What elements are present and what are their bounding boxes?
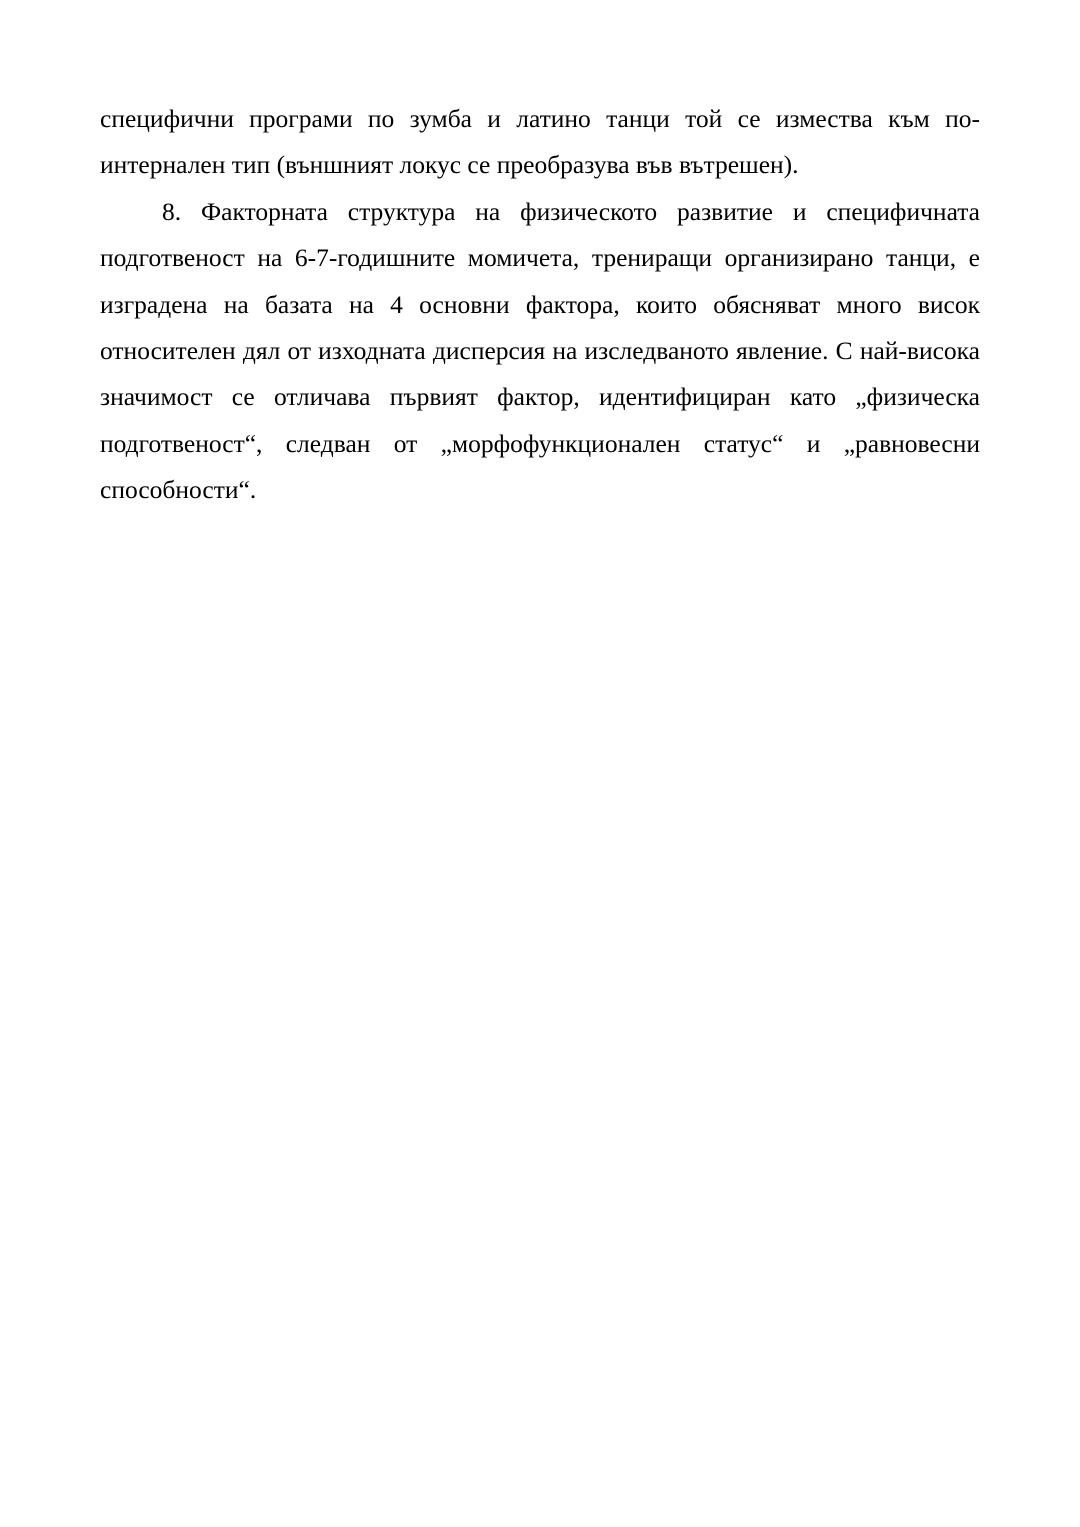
paragraph-item-8: 8. Факторната структура на физическото развитие и специфичната подготвеност на 6-7-годишните момичета, трениращи организирано танци, е изградена на базата на 4 основни фактора, които обясняват много висок относителен дял от изходната дисперсия на изследваното явление. С най-висока значимост се отличава първият фактор, идентифициран като „физическа подготвеност“, следван от „морфофункционален статус“ и „равновесни способности“. xyxy=(100,196,980,505)
document-body xyxy=(100,96,980,514)
paragraph-continued: специфични програми по зумба и латино танци той се измества към по-интернален тип (външният локус се преобразува във вътрешен). xyxy=(100,104,980,180)
